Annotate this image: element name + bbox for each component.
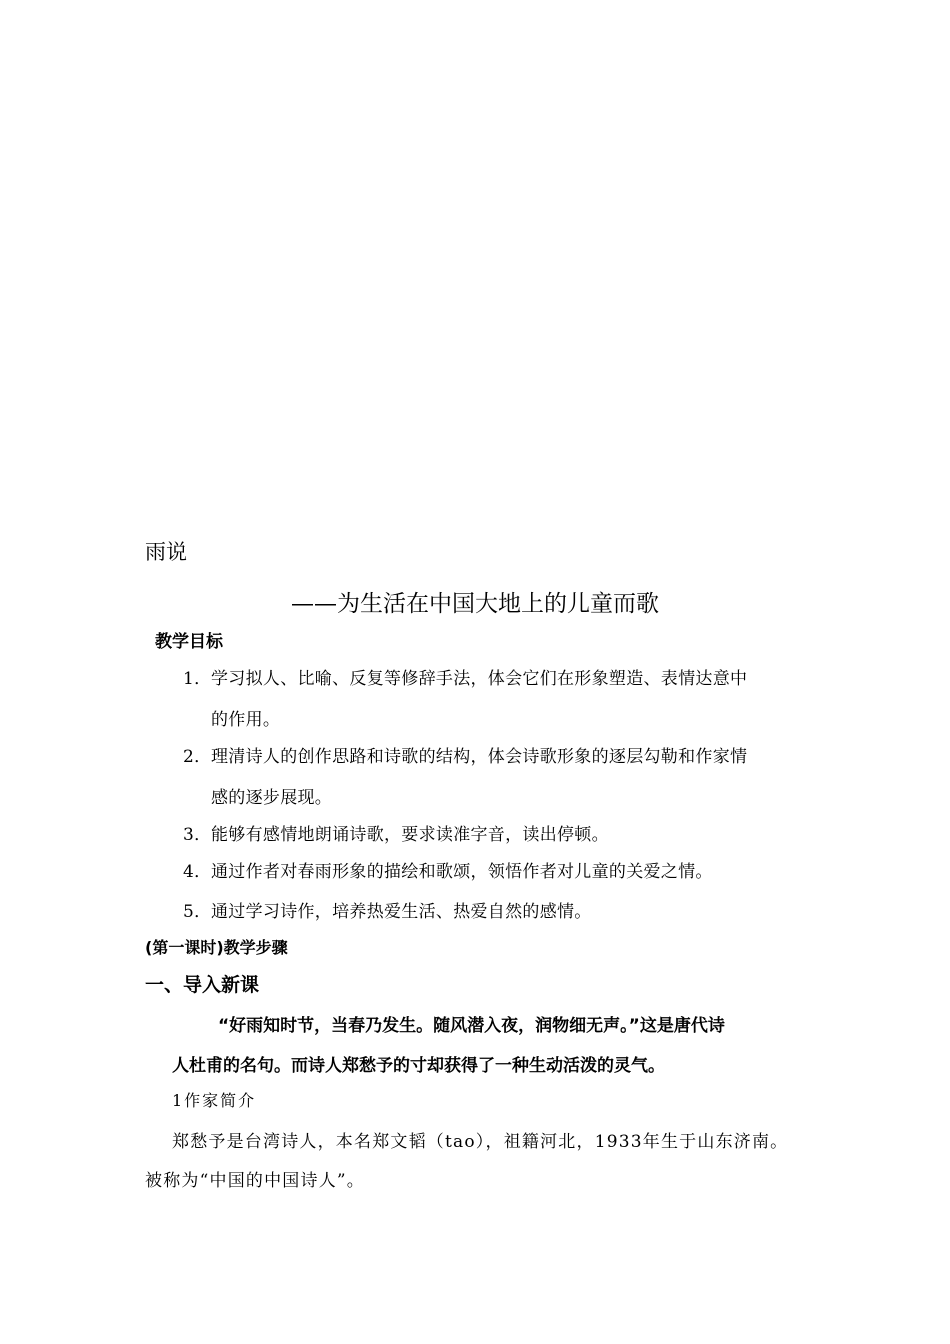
author-heading: 1作家简介 bbox=[172, 1091, 257, 1110]
goals-heading: 教学目标 bbox=[155, 632, 223, 652]
steps-heading: (第一课时)教学步骤 bbox=[145, 938, 288, 957]
goal-number: 3． bbox=[183, 825, 212, 845]
goal-number: 2． bbox=[183, 747, 212, 767]
goal-item bbox=[183, 897, 592, 922]
author-paragraph-line: 郑愁予是台湾诗人，本名郑文韬（tao），祖籍河北，1933年生于山东济南。 bbox=[172, 1132, 789, 1152]
goal-number: 5． bbox=[183, 902, 212, 922]
goal-item bbox=[183, 857, 713, 882]
intro-paragraph-line: 人杜甫的名句。而诗人郑愁予的寸却获得了一种生动活泼的灵气。 bbox=[172, 1056, 665, 1076]
goal-item bbox=[183, 742, 747, 767]
goal-text: 理清诗人的创作思路和诗歌的结构，体会诗歌形象的逐层勾勒和作家情 bbox=[211, 747, 748, 767]
intro-paragraph-line: “好雨知时节，当春乃发生。随风潜入夜，润物细无声。”这是唐代诗 bbox=[218, 1016, 725, 1036]
goal-number: 1． bbox=[183, 669, 212, 689]
goal-text: 通过学习诗作，培养热爱生活、热爱自然的感情。 bbox=[211, 902, 592, 922]
goal-item bbox=[183, 664, 747, 689]
goal-text: 能够有感情地朗诵诗歌，要求读准字音，读出停顿。 bbox=[211, 825, 609, 845]
goal-number: 4． bbox=[183, 862, 212, 882]
section-heading: 一、导入新课 bbox=[145, 974, 260, 996]
goal-item bbox=[183, 820, 609, 845]
goal-text: 学习拟人、比喻、反复等修辞手法，体会它们在形象塑造、表情达意中 bbox=[211, 669, 748, 689]
goal-text-continued: 的作用。 bbox=[211, 710, 281, 730]
author-paragraph-line: 被称为“中国的中国诗人”。 bbox=[145, 1171, 365, 1191]
goal-text-continued: 感的逐步展现。 bbox=[211, 788, 333, 808]
document-title: 雨说 bbox=[145, 540, 187, 564]
document-subtitle: ——为生活在中国大地上的儿童而歌 bbox=[291, 591, 659, 617]
goal-text: 通过作者对春雨形象的描绘和歌颂，领悟作者对儿童的关爱之情。 bbox=[211, 862, 713, 882]
